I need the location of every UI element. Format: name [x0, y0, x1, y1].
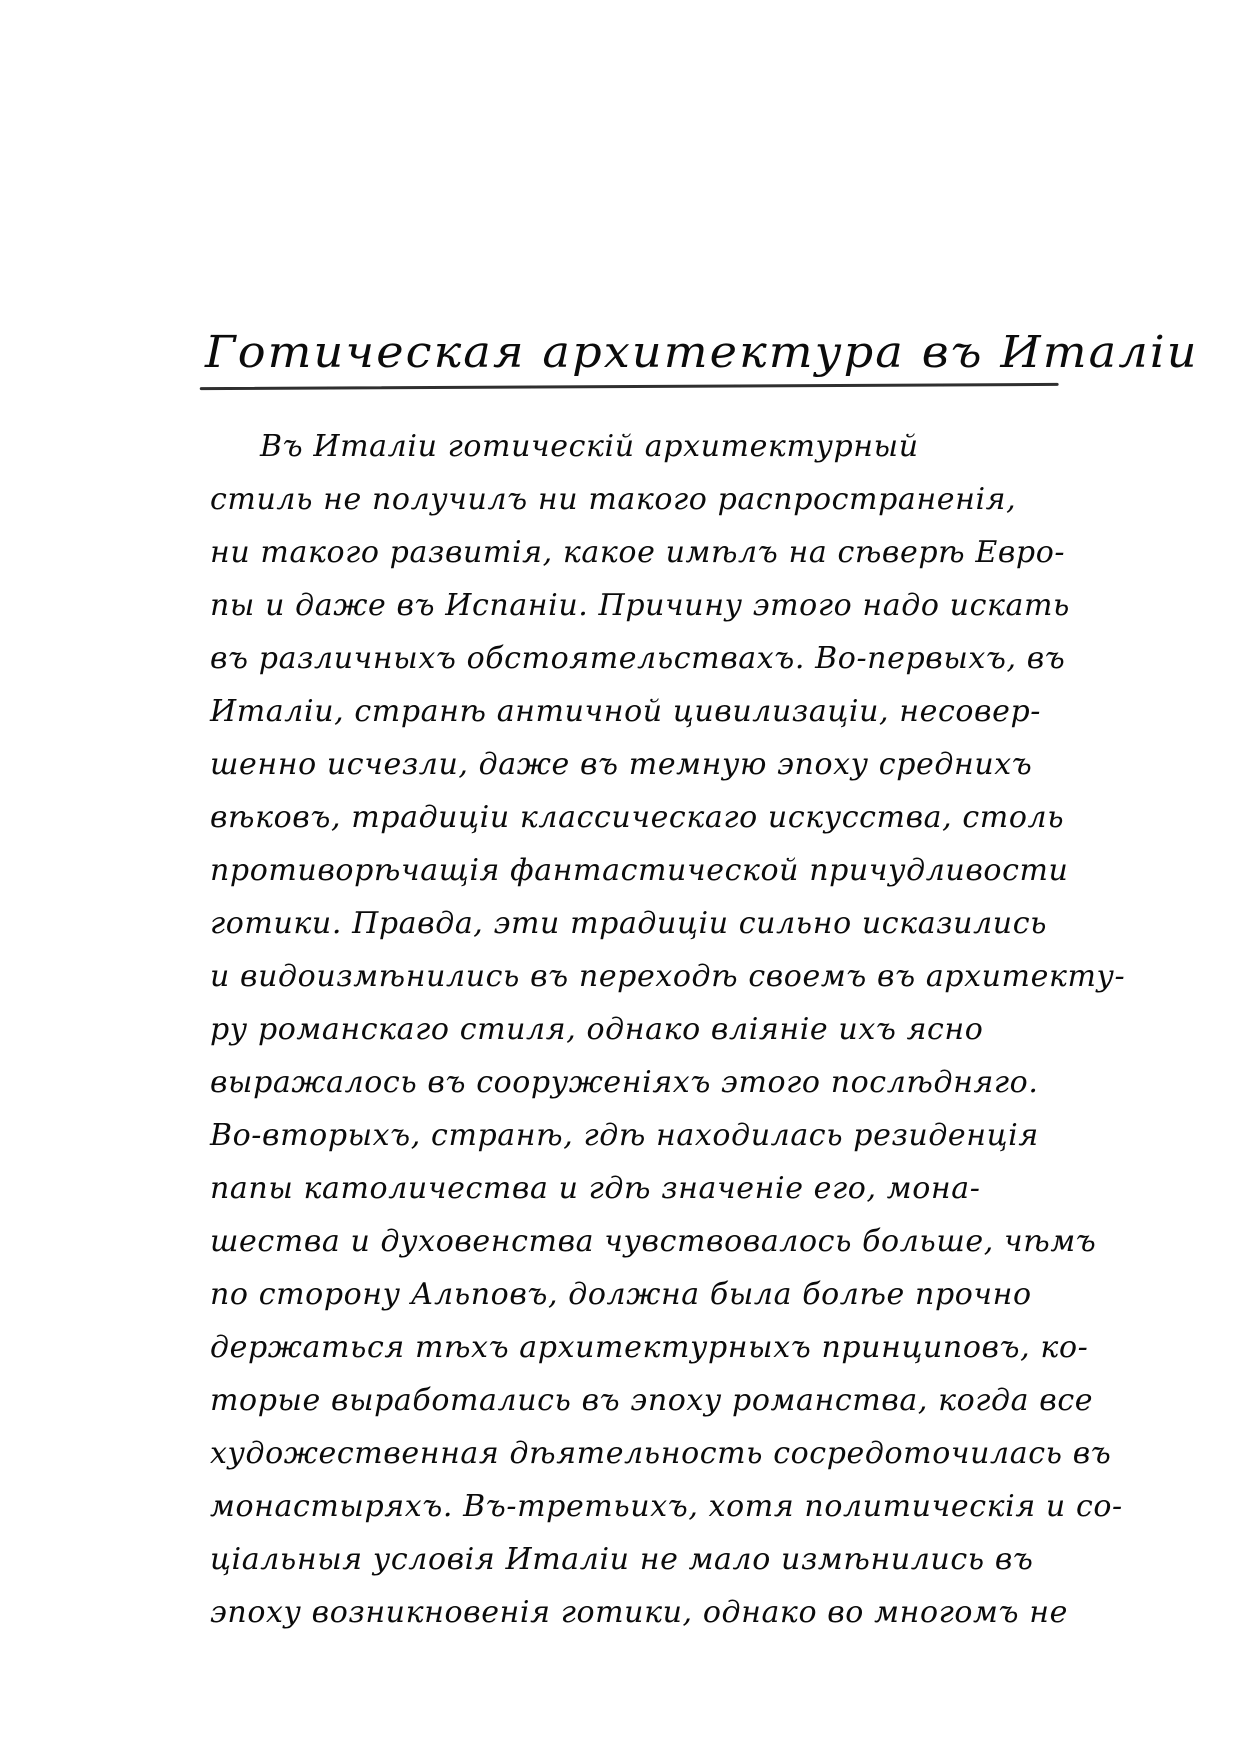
text-line: художественная дѣятельность сосредоточилась въ — [210, 1436, 1112, 1471]
page-title — [205, 323, 1199, 383]
text-line: Во-вторыхъ, странѣ, гдѣ находилась резиденція — [210, 1118, 1039, 1153]
text-line: вѣковъ, традиціи классическаго искусства, столь — [210, 800, 1065, 835]
handwritten-body — [210, 420, 1126, 1639]
text-line: въ различныхъ обстоятельствахъ. Во-первыхъ, въ — [210, 641, 1066, 676]
title-text: Готическая архитектура въ Италіи — [205, 327, 1199, 378]
text-line: противорѣчащія фантастической причудливости — [210, 853, 1069, 888]
text-line: ру романскаго стиля, однако вліяніе ихъ ясно — [210, 1012, 984, 1047]
text-line: ни такого развитія, какое имѣлъ на сѣверѣ Евро- — [210, 535, 1066, 570]
title-flourish — [200, 383, 1059, 390]
text-line: папы католичества и гдѣ значеніе его, мона- — [210, 1171, 981, 1206]
text-line: Италіи, странѣ античной цивилизаціи, несовер- — [210, 694, 1042, 729]
text-line: монастыряхъ. Въ-третьихъ, хотя политическія и со- — [210, 1489, 1123, 1524]
text-line: выражалось въ сооруженіяхъ этого послѣдняго. — [210, 1065, 1039, 1100]
text-line: стиль не получилъ ни такого распространенія, — [210, 482, 1017, 517]
text-line: шества и духовенства чувствовалось больше, чѣмъ — [210, 1224, 1097, 1259]
text-line: торые выработались въ эпоху романства, когда все — [210, 1383, 1094, 1418]
text-line: пы и даже въ Испаніи. Причину этого надо искать — [210, 588, 1070, 623]
text-line: готики. Правда, эти традиціи сильно исказились — [210, 906, 1048, 941]
text-line: и видоизмѣнились въ переходѣ своемъ въ архитекту- — [210, 959, 1126, 994]
text-line: Въ Италіи готическій архитектурный — [260, 429, 919, 464]
text-line: держаться тѣхъ архитектурныхъ принциповъ, ко- — [210, 1330, 1089, 1365]
text-line: ціальныя условія Италіи не мало измѣнились въ — [210, 1542, 1034, 1577]
text-line: эпоху возникновенія готики, однако во многомъ не — [210, 1595, 1068, 1630]
text-line: по сторону Альповъ, должна была болѣе прочно — [210, 1277, 1032, 1312]
text-line: шенно исчезли, даже въ темную эпоху среднихъ — [210, 747, 1033, 782]
